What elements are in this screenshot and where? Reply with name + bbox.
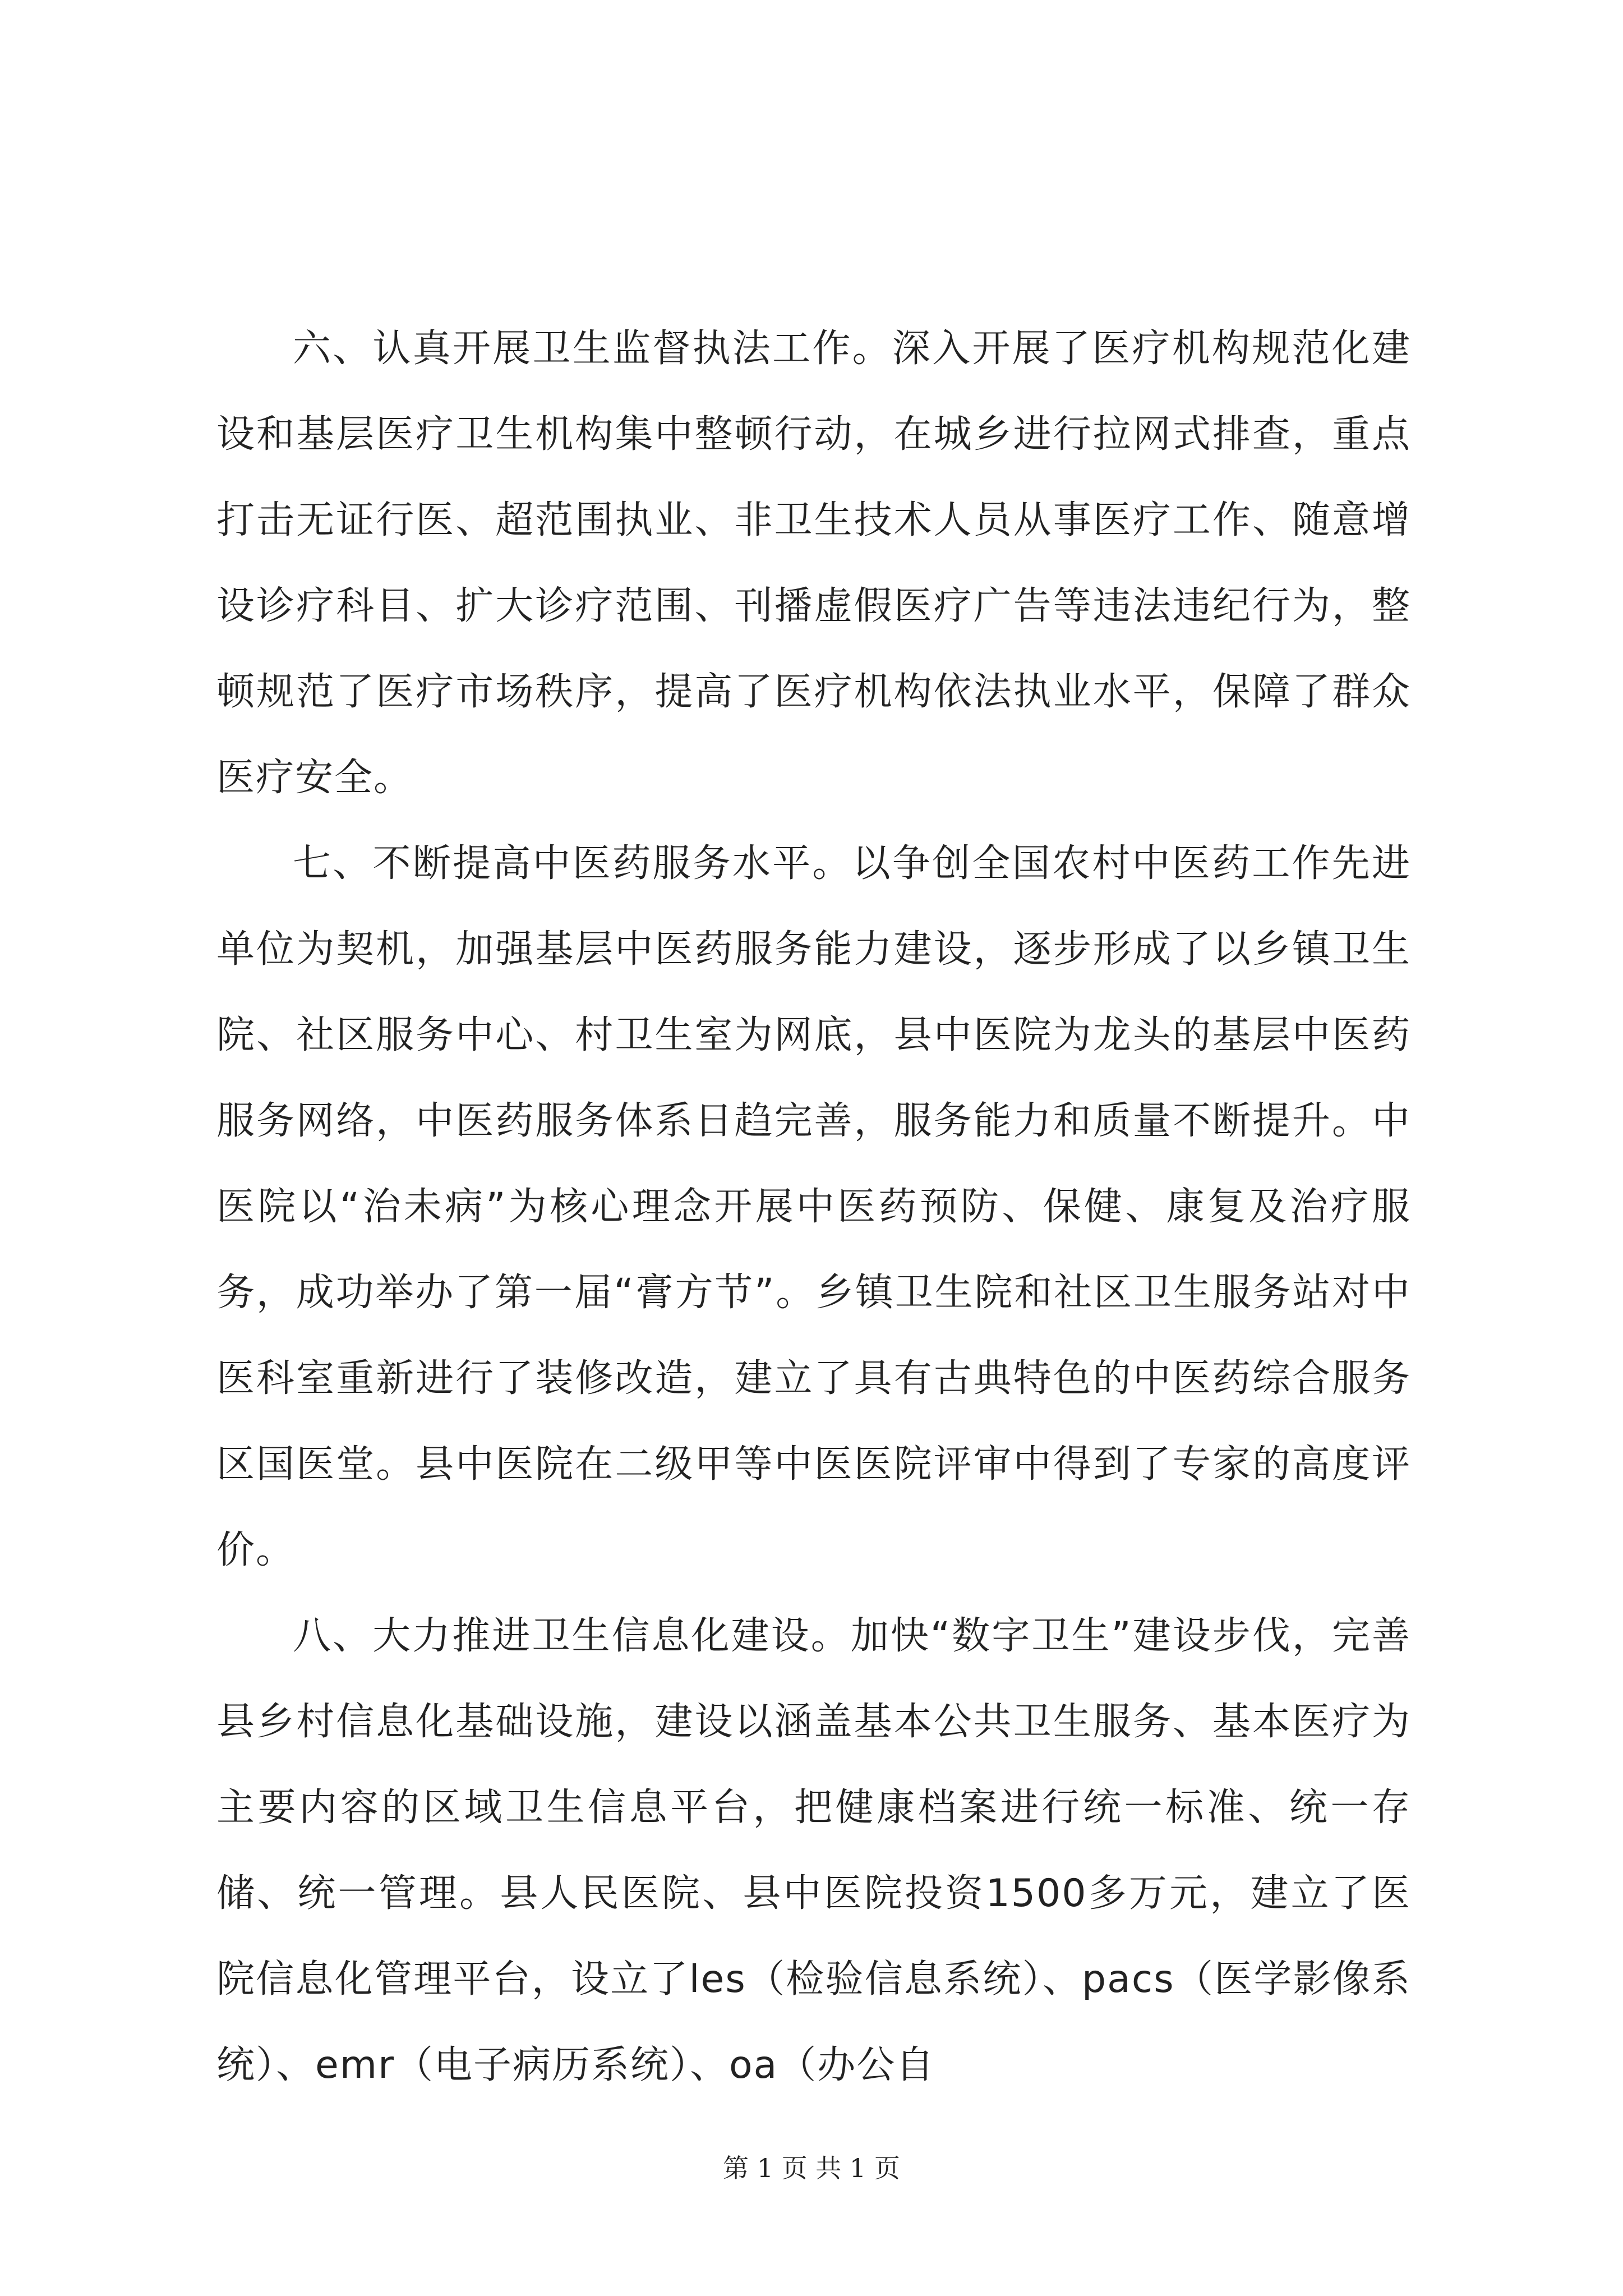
paragraph-seven: 七、不断提高中医药服务水平。以争创全国农村中医药工作先进单位为契机，加强基层中医药服务能力建设，逐步形成了以乡镇卫生院、社区服务中心、村卫生室为网底，县中医院为龙头的基层中医药服务网络，中医药服务体系日趋完善，服务能力和质量不断提升。中医院以“治未病”为核心理念开展中医药预防、保健、康复及治疗服务，成功举办了第一届“膏方节”。乡镇卫生院和社区卫生服务站对中医科室重新进行了装修改造，建立了具有古典特色的中医药综合服务区国医堂。县中医院在二级甲等中医医院评审中得到了专家的高度评价。 xyxy=(216,841,1411,1572)
page-footer: 第 1 页 共 1 页 xyxy=(723,2153,900,2183)
paragraph-six: 六、认真开展卫生监督执法工作。深入开展了医疗机构规范化建设和基层医疗卫生机构集中整顿行动，在城乡进行拉网式排查，重点打击无证行医、超范围执业、非卫生技术人员从事医疗工作、随意增设诊疗科目、扩大诊疗范围、刊播虚假医疗广告等违法违纪行为，整顿规范了医疗市场秩序，提高了医疗机构依法执业水平，保障了群众医疗安全。 xyxy=(216,326,1411,800)
paragraph-eight: 八、大力推进卫生信息化建设。加快“数字卫生”建设步伐，完善县乡村信息化基础设施，建设以涵盖基本公共卫生服务、基本医疗为主要内容的区域卫生信息平台，把健康档案进行统一标准、统一存储、统一管理。县人民医院、县中医院投资1500多万元，建立了医院信息化管理平台，设立了les（检验信息系统）、pacs（医学影像系统）、emr（电子病历系统）、oa（办公自 xyxy=(216,1614,1411,2087)
document-body xyxy=(216,306,1411,2108)
